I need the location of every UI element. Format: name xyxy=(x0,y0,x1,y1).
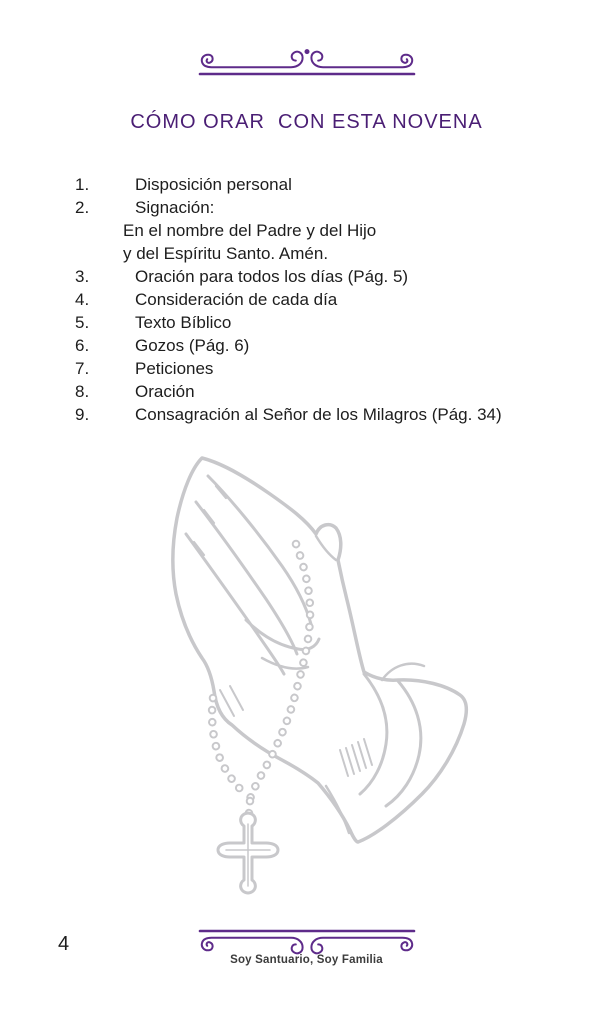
list-item xyxy=(75,173,545,196)
list-item xyxy=(75,403,545,426)
page-title: CÓMO ORAR CON ESTA NOVENA xyxy=(130,111,483,133)
praying-hands-illustration xyxy=(150,452,490,912)
praying-hands-icon xyxy=(173,458,467,842)
list-item-text: Consideración de cada día xyxy=(135,290,338,309)
page-number: 4 xyxy=(58,933,70,955)
list-item-text: Texto Bíblico xyxy=(135,313,232,332)
list-item xyxy=(75,357,545,380)
cross-icon xyxy=(218,813,278,893)
list-item-number: 5. xyxy=(75,313,90,332)
list-item-subline: y del Espíritu Santo. Amén. xyxy=(123,244,329,263)
list-item-text: Oración para todos los días (Pág. 5) xyxy=(135,267,409,286)
list-item xyxy=(75,380,545,403)
list-item-text: Consagración al Señor de los Milagros (Pág. 34) xyxy=(135,405,502,424)
list-item-text: Gozos (Pág. 6) xyxy=(135,336,250,355)
list-item-text: Signación: xyxy=(135,198,215,217)
list-item-text: Disposición personal xyxy=(135,175,292,194)
list-item-number: 6. xyxy=(75,336,90,355)
list-item-number: 2. xyxy=(75,198,90,217)
list-item-text: Oración xyxy=(135,382,195,401)
list-item-text: Peticiones xyxy=(135,359,214,378)
list-item-number: 8. xyxy=(75,382,90,401)
list-item xyxy=(75,196,545,219)
list-item xyxy=(75,288,545,311)
list-item-number: 9. xyxy=(75,405,90,424)
novena-steps-list xyxy=(75,173,545,426)
list-item-number: 7. xyxy=(75,359,90,378)
list-item xyxy=(75,334,545,357)
list-item-number: 1. xyxy=(75,175,90,194)
list-item xyxy=(75,265,545,288)
list-item-number: 3. xyxy=(75,267,90,286)
list-item-subline: En el nombre del Padre y del Hijo xyxy=(123,221,377,240)
flourish-divider-top-icon xyxy=(194,47,420,79)
list-item xyxy=(75,311,545,334)
footer-motto: Soy Santuario, Soy Familia xyxy=(230,954,383,966)
list-item-number: 4. xyxy=(75,290,90,309)
